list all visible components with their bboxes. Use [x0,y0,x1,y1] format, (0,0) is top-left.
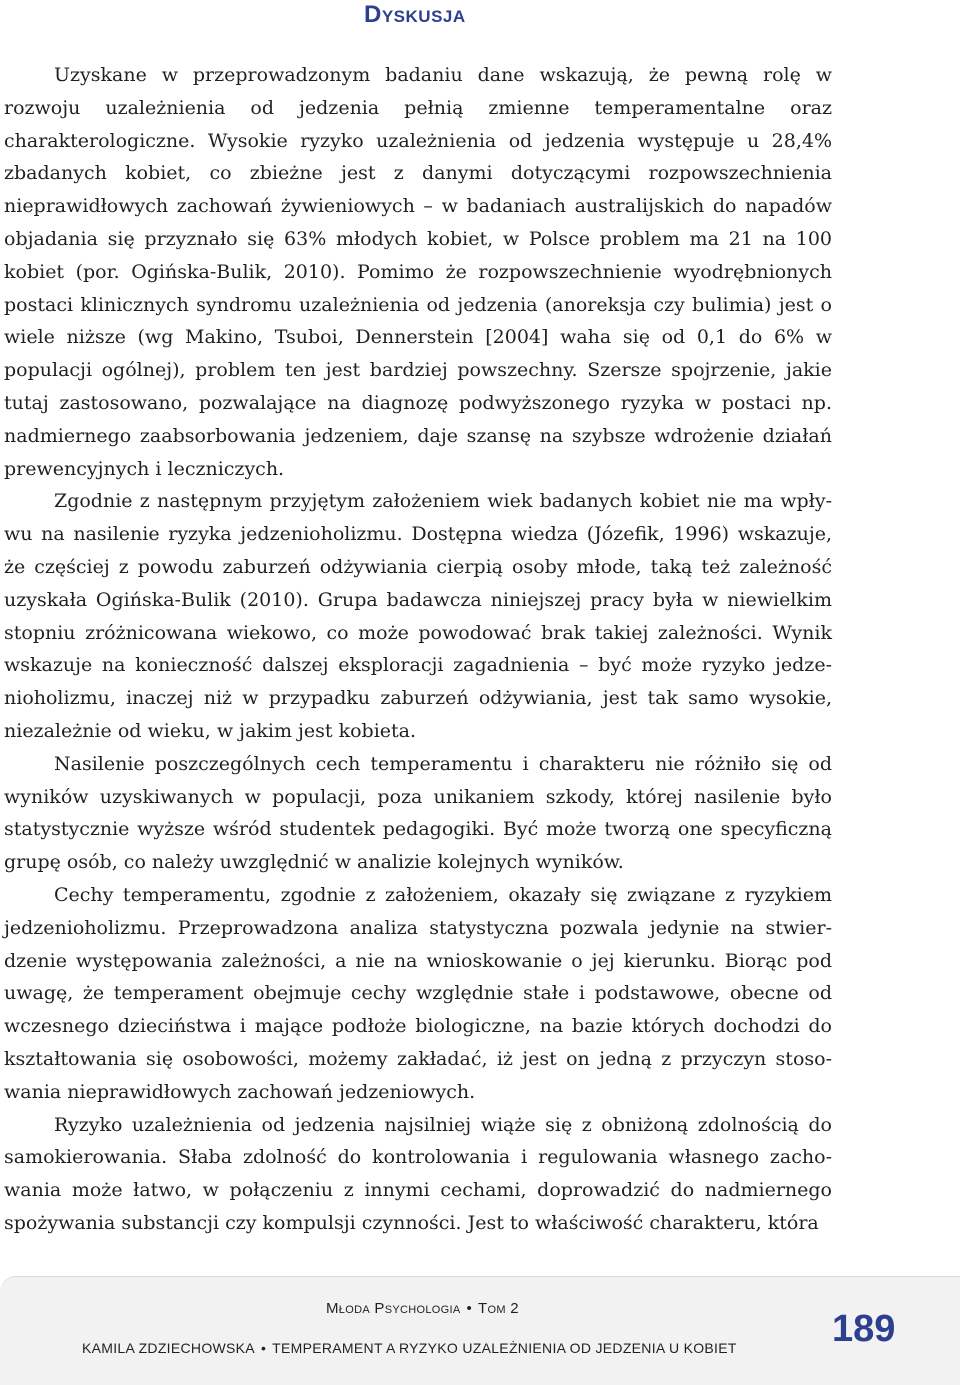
volume-label: Tom 2 [478,1300,519,1317]
running-footer [82,1340,737,1356]
article-title: TEMPERAMENT A RYZYKO UZALEŻNIENIA OD JEDZENIA U KOBIET [272,1340,737,1356]
separator-dot: • [466,1300,473,1317]
paragraph-5: Ryzyko uzależnienia od jedzenia najsilniej wiąże się z obniżoną zdolnością do samokierowania. Słaba zdolność do kontrolowania i regulowania własnego zachowania może łatwo, w połączeniu z innymi cechami, doprowadzić do nadmiernego spożywania substancji czy kompulsji czynności. Jest to właściwość charakteru, która [4,1113,832,1234]
separator-dot-2: • [260,1340,267,1356]
paragraph-2: Zgodnie z następnym przyjętym założeniem wiek badanych kobiet nie ma wpływu na nasilenie ryzyka jedzenioholizmu. Dostępna wiedza (Józefik, 1996) wskazuje, że częściej z powodu zaburzeń odżywiania cierpią osoby młode, taką też zależność uzyskała Ogińska-Bulik (2010). Grupa badawcza niniejszej pracy była w niewielkim stopniu zróżnicowana wiekowo, co może powodować brak takiej zależności. Wynik wskazuje na konieczność dalszej eksploracji zagadnienia – być może ryzyko jedzenioholizmu, inaczej niż w przypadku zaburzeń odżywiania, jest tak samo wysokie, niezależnie od wieku, w jakim jest kobieta. [4,490,832,742]
author-name: KAMILA ZDZIECHOWSKA [82,1340,255,1356]
journal-title: Młoda Psychologia [326,1300,461,1317]
page-number: 189 [832,1308,896,1350]
paragraph-4: Cechy temperamentu, zgodnie z założeniem, okazały się związane z ryzykiem jedzenioholizmu. Przeprowadzona analiza statystyczna pozwala jedynie na stwierdzenie występowania zależności, a nie na wnioskowanie o jej kierunku. Biorąc pod uwagę, że temperament obejmuje cechy względnie stałe i podstawowe, obecne od wczesnego dzieciństwa i mające podłoże biologiczne, na bazie których dochodzi do kształtowania się osobowości, możemy zakładać, iż jest on jedną z przyczyn stosowania nieprawidłowych zachowań jedzeniowych. [4,883,832,1103]
section-heading: Dyskusja [364,1,466,28]
body-text [4,59,832,1240]
paragraph-1: Uzyskane w przeprowadzonym badaniu dane wskazują, że pewną rolę w rozwoju uzależnienia od jedzenia pełnią zmienne temperamentalne oraz charakterologiczne. Wysokie ryzyko uzależnienia od jedzenia występuje u 28,4% zbadanych kobiet, co zbieżne jest z danymi dotyczącymi rozpowszechnienia nieprawidłowych zachowań żywieniowych – w badaniach australijskich do napadów objadania się przyznało się 63% młodych kobiet, w Polsce problem ma 21 na 100 kobiet (por. Ogińska-Bulik, 2010). Pomimo że rozpowszechnienie wyodrębnionych postaci klinicznych syndromu uzależnienia od jedzenia (anoreksja czy bulimia) jest o wiele niższe (wg Makino, Tsuboi, Dennerstein [2004] waha się od 0,1 do 6% w populacji ogólnej), problem ten jest bardziej powszechny. Szersze spojrzenie, jakie tutaj zastosowano, pozwalające na diagnozę podwyższonego ryzyka w postaci np. nadmiernego zaabsorbowania jedzeniem, daje szansę na szybsze wdrożenie działań prewencyjnych i leczniczych. [4,64,832,480]
journal-line [326,1300,519,1317]
paragraph-3: Nasilenie poszczególnych cech temperamentu i charakteru nie różniło się od wyników uzyskiwanych w populacji, poza unikaniem szkody, której nasilenie było statystycznie wyższe wśród studentek pedagogiki. Być może tworzą one specyficzną grupę osób, co należy uwzględnić w analizie kolejnych wyników. [4,752,832,874]
page-footer [0,1276,960,1385]
